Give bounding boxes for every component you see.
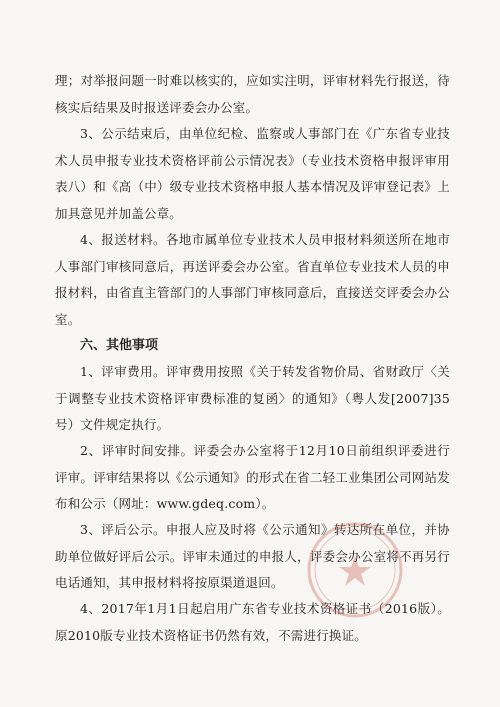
- paragraph-item-4-certificate: 4、2017年1月1日起启用广东省专业技术资格证书（2016版）。原2010版专业技术资格证书仍然有效，不需进行换证。: [55, 601, 450, 643]
- paragraph-continued: 理；对举报问题一时难以核实的，应如实注明，评审材料先行报送，待核实后结果及时报送评委会办公室。: [55, 73, 450, 115]
- paragraph-item-3-publicity-end: 3、公示结束后，由单位纪检、监察或人事部门在《广东省专业技术人员申报专业技术资格评前公示情况表》（专业技术资格申报评审用表八）和《高（中）级专业技术资格申报人基本情况及评审登记表》上加具意见并加盖公章。: [55, 126, 450, 221]
- paragraph-item-2-review-schedule: 2、评审时间安排。评委会办公室将于12月10日前组织评委进行评审。评审结果将以《公示通知》的形式在省二轻工业集团公司网站发布和公示（网址：www.gdeq.com）。: [55, 443, 450, 511]
- paragraph-item-4-submit-materials: 4、报送材料。各地市属单位专业技术人员申报材料须送所在地市人事部门审核同意后，再送评委会办公室。省直单位专业技术人员的申报材料，由省直主管部门的人事部门审核同意后，直接送交评委会办公室。: [55, 232, 450, 327]
- section-heading-other-matters: 六、其他事项: [80, 338, 159, 353]
- official-seal-stamp: [305, 520, 405, 620]
- paragraph-item-1-review-fee: 1、评审费用。评审费用按照《关于转发省物价局、省财政厅〈关于调整专业技术资格评审费标准的复函〉的通知》（粤人发[2007]35号）文件规定执行。: [55, 364, 450, 432]
- paragraph-item-3-post-review-publicity: 3、评后公示。申报人应及时将《公示通知》转达所在单位，并协助单位做好评后公示。评审未通过的申报人，评委会办公室将不再另行电话通知，其申报材料将按原渠道退回。: [55, 522, 450, 590]
